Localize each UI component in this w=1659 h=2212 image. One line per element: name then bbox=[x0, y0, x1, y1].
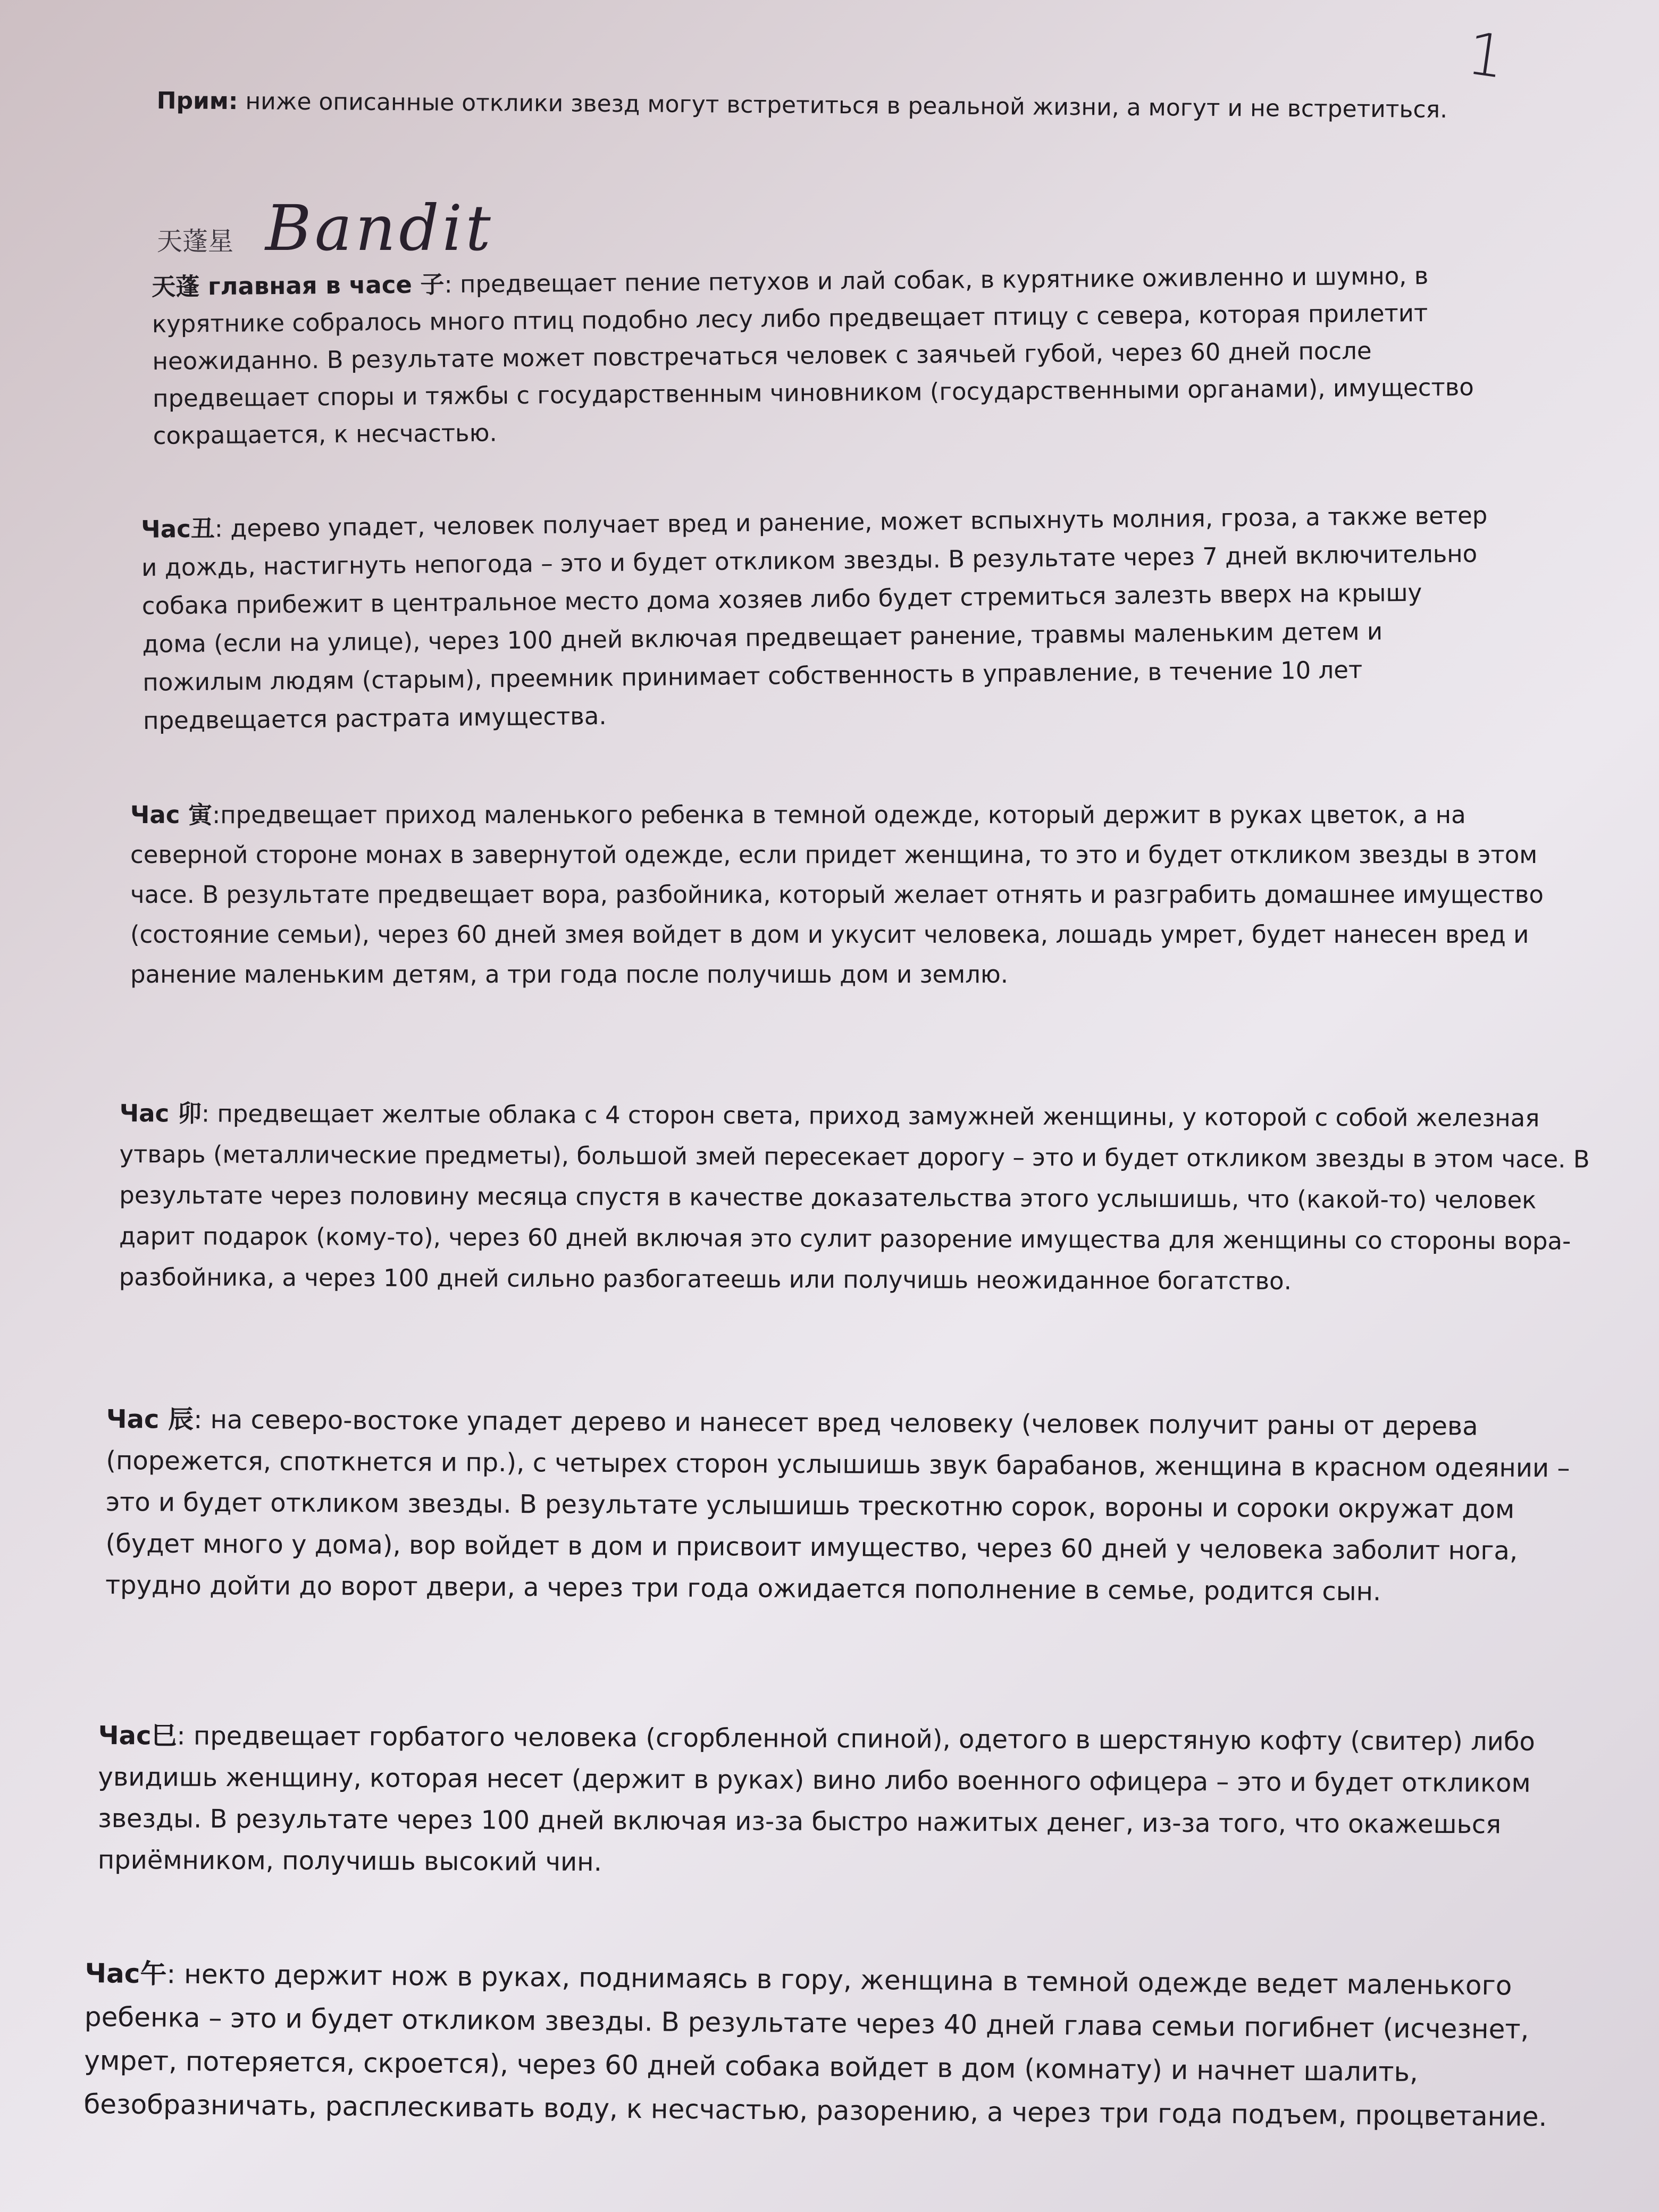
entry-lead: Час 卯 bbox=[119, 1099, 202, 1128]
star-handwritten-name: Bandit bbox=[265, 191, 494, 265]
entry-text: : предвещает горбатого человека (сгорбленной спиной), одетого в шерстяную кофту (свитер) либо увидишь женщину, которая несет (держит в руках) вино либо военного офицера – это и будет откликом звезды. В результате через 100 дней включая из-за быстро нажитых денег, из-за того, что окажешься приёмником, получишь высокий чин. bbox=[97, 1721, 1535, 1878]
note-label: Прим: bbox=[156, 87, 238, 115]
entry-lead: Час 辰 bbox=[106, 1404, 194, 1435]
entry-lead: Час午 bbox=[85, 1957, 167, 1990]
entry-lead: Час 寅 bbox=[130, 801, 213, 829]
entry-text: : дерево упадет, человек получает вред и ранение, может вспыхнуть молния, гроза, а также ветер и дождь, настигнуть непогода – это и будет откликом звезды. В результате через 7 дней включительно собака прибежит в центральное место дома хозяев либо будет стремиться залезть вверх на крышу дома (если на улице), через 100 дней включая предвещает ранение, травмы маленьким детем и пожилым людям (старым), преемник принимает собственность в управление, в течение 10 лет предвещается растрата имущества. bbox=[141, 501, 1488, 735]
note-text: ниже описанные отклики звезд могут встретиться в реальной жизни, а могут и не встретиться. bbox=[238, 88, 1448, 123]
entry-text: : некто держит нож в руках, поднимаясь в гору, женщина в темной одежде ведет маленького ребенка – это и будет откликом звезды. В результате через 40 дней глава семьи погибнет (исчезнет, умрет, потеряется, скроется), через 60 дней собака войдет в дом (комнату) и начнет шалить, безобразничать, расплескивать воду, к несчастью, разорению, а через три года подъем, процветание. bbox=[83, 1958, 1547, 2133]
entry-text: :предвещает приход маленького ребенка в темной одежде, который держит в руках цветок, а на северной стороне монах в завернутой одежде, если придет женщина, то это и будет откликом звезды в этом часе. В результате предвещает вора, разбойника, который желает отнять и разграбить домашнее имущество (состояние семьи), через 60 дней змея войдет в дом и укусит человека, лошадь умрет, будет нанесен вред и ранение маленьким детям, а три года после получишь дом и землю. bbox=[130, 801, 1544, 988]
entry-text: : предвещает пение петухов и лай собак, в курятнике оживленно и шумно, в курятнике собралось много птиц подобно лесу либо предвещает птицу с севера, которая прилетит неожиданно. В результате может повстречаться человек с заячьей губой, через 60 дней после предвещает споры и тяжбы с государственным чиновником (государственными органами), имущество сокращается, к несчастью. bbox=[152, 262, 1474, 450]
entry-hour-mao bbox=[119, 1093, 1598, 1303]
star-chinese-name: 天蓬星 bbox=[157, 227, 234, 256]
entry-hour-chou bbox=[141, 496, 1494, 740]
entry-text: : предвещает желтые облака с 4 сторон света, приход замужней женщины, у которой с собой железная утварь (металлические предметы), большой змей пересекает дорогу – это и будет откликом звезды в этом часе. В результате через половину месяца спустя в качестве доказательства этого услышишь, что (какой-то) человек дарит подарок (кому-то), через 60 дней включая это сулит разорение имущества для женщины со стороны вора-разбойника, а через 100 дней сильно разбогатеешь или получишь неожиданное богатство. bbox=[119, 1099, 1590, 1295]
page-number: 1 bbox=[1463, 19, 1510, 92]
note-paragraph bbox=[156, 80, 1539, 132]
entry-text: : на северо-востоке упадет дерево и нанесет вред человеку (человек получит раны от дерева (порежется, споткнется и пр.), с четырех сторон услышишь звук барабанов, женщина в красном одеянии – это и будет откликом звезды. В результате услышишь трескотню сорок, вороны и сороки окружат дом (будет много у дома), вор войдет в дом и присвоит имущество, через 60 дней у человека заболит нога, трудно дойти до ворот двери, а через три года ожидается пополнение в семье, родится сын. bbox=[105, 1404, 1570, 1607]
entry-hour-yin bbox=[130, 795, 1566, 994]
entry-hour-zi bbox=[152, 257, 1493, 455]
entry-hour-si bbox=[98, 1715, 1630, 1888]
entry-lead: Час巳 bbox=[98, 1721, 177, 1751]
entry-hour-chen bbox=[105, 1398, 1606, 1614]
entry-lead: 天蓬 главная в часе 子 bbox=[152, 270, 445, 301]
entry-lead: Час丑 bbox=[141, 514, 215, 543]
entry-hour-wu bbox=[83, 1951, 1595, 2139]
star-heading bbox=[157, 191, 494, 265]
